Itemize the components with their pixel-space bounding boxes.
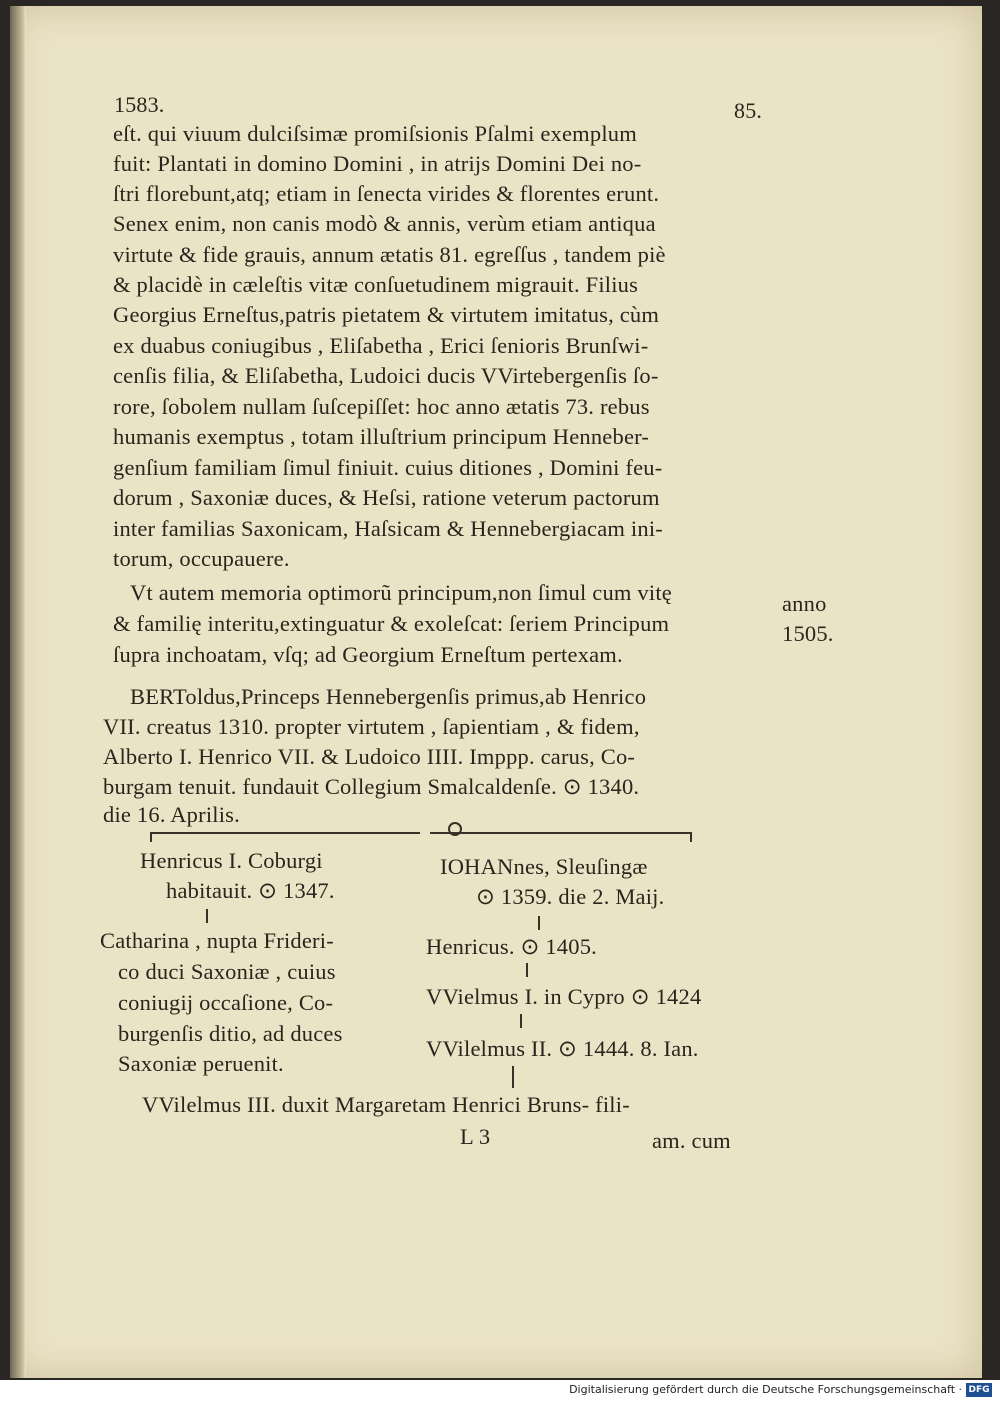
tree-node-catharina: Catharina , nupta Frideri- — [100, 928, 334, 953]
body-line: Senex enim, non canis modò & annis, verùm etiam antiqua — [113, 211, 656, 236]
body-line: die 16. Aprilis. — [103, 802, 240, 827]
margin-note-line: anno — [782, 591, 827, 616]
body-line: cenſis filia, & Eliſabetha, Ludoici ducis VVirtebergenſis ſo- — [113, 363, 659, 388]
body-line: Georgius Erneſtus,patris pietatem & virtutem imitatus, cùm — [113, 302, 660, 327]
body-line: ſtri florebunt,atq; etiam in ſenecta virides & florentes erunt. — [113, 181, 660, 206]
tree-tick-right — [690, 832, 692, 842]
tree-node-iohannes-death: ⊙ 1359. die 2. Maij. — [476, 884, 665, 909]
tree-node-catharina: Saxoniæ peruenit. — [118, 1051, 284, 1076]
body-line: fuit: Plantati in domino Domini , in atrijs Domini Dei no- — [113, 151, 642, 176]
footer-credit: Digitalisierung gefördert durch die Deutsche Forschungsgemeinschaft · — [569, 1383, 962, 1396]
body-line: & placidè in cæleſtis vitæ conſuetudinem migrauit. Filius — [113, 272, 639, 297]
body-line: ex duabus coniugibus , Eliſabetha , Erici ſenioris Brunſwi- — [113, 333, 649, 358]
footer-bar — [0, 1380, 1000, 1401]
body-line: inter familias Saxonicam, Haſsicam & Hennebergiacam ini- — [113, 516, 663, 541]
body-line: burgam tenuit. fundauit Collegium Smalcaldenſe. ⊙ 1340. — [103, 774, 640, 799]
body-line: ſupra inchoatam, vſq; ad Georgium Erneſtum pertexam. — [113, 642, 623, 667]
catchword: am. cum — [652, 1128, 731, 1153]
tree-bracket-left — [150, 832, 420, 834]
page-binding-shadow — [10, 6, 26, 1378]
tree-tick-left — [150, 832, 152, 842]
page-year: 1583. — [114, 92, 165, 117]
tree-bracket-right — [430, 832, 692, 834]
book-page — [10, 6, 982, 1378]
body-line: eſt. qui viuum dulciſsimæ promiſsionis Pſalmi exemplum — [113, 121, 637, 146]
tree-node-henricus: Henricus. ⊙ 1405. — [426, 934, 597, 959]
tree-node-vvilelmus-iii: VVilelmus III. duxit Margaretam Henrici Bruns- fili- — [142, 1092, 630, 1117]
body-line: virtute & fide grauis, annum ætatis 81. egreſſus , tandem piè — [113, 242, 666, 267]
tree-node-catharina: burgenſis ditio, ad duces — [118, 1021, 343, 1046]
tree-link — [520, 1014, 522, 1028]
tree-node-henricus-i-death: habitauit. ⊙ 1347. — [166, 878, 335, 903]
page-number: 85. — [734, 98, 763, 123]
body-line: humanis exemptus , totam illuſtrium principum Henneber- — [113, 424, 650, 449]
tree-link — [538, 916, 540, 930]
body-line: Alberto I. Henrico VII. & Ludoico IIII. Imppp. carus, Co- — [103, 744, 636, 769]
tree-link — [512, 1066, 514, 1088]
body-line: rore, ſobolem nullam ſuſcepiſſet: hoc anno ætatis 73. rebus — [113, 394, 650, 419]
tree-node-iohannes: IOHANnes, Sleuſingæ — [440, 854, 648, 879]
body-line: VII. creatus 1310. propter virtutem , ſapientiam , & fidem, — [103, 714, 640, 739]
dfg-logo-icon[interactable]: DFG — [966, 1383, 992, 1397]
tree-link — [206, 909, 208, 923]
body-line: & familię interitu,extinguatur & exoleſcat: ſeriem Principum — [113, 611, 670, 636]
tree-node-catharina: co duci Saxoniæ , cuius — [118, 959, 336, 984]
tree-node-vvielmus-i: VVielmus I. in Cypro ⊙ 1424 — [426, 984, 702, 1009]
tree-link — [526, 963, 528, 977]
tree-node-catharina: coniugij occaſione, Co- — [118, 990, 334, 1015]
body-line: BERToldus,Princeps Hennebergenſis primus,ab Henrico — [130, 684, 647, 709]
tree-root-circle-icon — [448, 822, 462, 836]
body-line: genſium familiam ſimul finiuit. cuius ditiones , Domini feu- — [113, 455, 663, 480]
body-line: torum, occupauere. — [113, 546, 290, 571]
tree-node-vvilelmus-ii: VVilelmus II. ⊙ 1444. 8. Ian. — [426, 1036, 699, 1061]
margin-note-line: 1505. — [782, 621, 834, 646]
body-line: dorum , Saxoniæ duces, & Heſsi, ratione veterum pactorum — [113, 485, 660, 510]
body-line: Vt autem memoria optimorũ principum,non ſimul cum vitę — [130, 580, 672, 605]
signature-mark: L 3 — [460, 1124, 491, 1149]
tree-node-henricus-i: Henricus I. Coburgi — [140, 848, 323, 873]
